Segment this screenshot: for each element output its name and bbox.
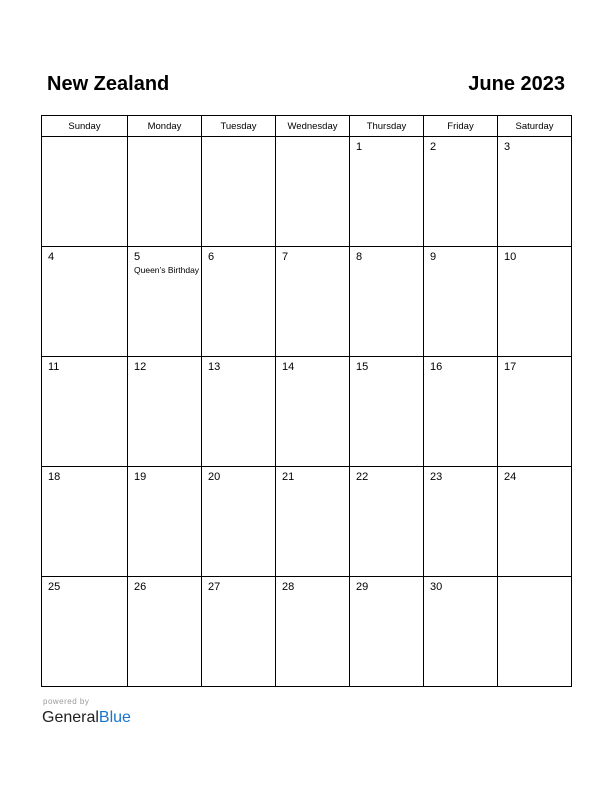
day-number: 8 <box>356 251 363 263</box>
day-number: 24 <box>504 471 517 483</box>
day-cell <box>128 137 202 247</box>
day-number <box>276 137 349 141</box>
day-cell <box>202 137 276 247</box>
day-cell <box>498 577 572 687</box>
day-cell <box>42 467 128 577</box>
day-cell <box>128 467 202 577</box>
day-cell <box>42 357 128 467</box>
day-number: 25 <box>48 581 61 593</box>
day-number: 23 <box>430 471 443 483</box>
day-cell <box>424 577 498 687</box>
day-cell <box>42 247 128 357</box>
day-cell <box>202 247 276 357</box>
month-year-title: June 2023 <box>468 73 565 95</box>
day-cell <box>276 467 350 577</box>
day-cell <box>350 577 424 687</box>
weekday-header: Thursday <box>350 116 424 137</box>
day-number <box>498 577 571 581</box>
country-title: New Zealand <box>47 73 170 95</box>
day-cell <box>276 577 350 687</box>
week-row <box>42 467 572 577</box>
day-cell <box>350 247 424 357</box>
weekday-header-row <box>42 116 572 137</box>
day-cell <box>424 357 498 467</box>
day-cell <box>350 467 424 577</box>
weekday-header: Wednesday <box>276 116 350 137</box>
day-number: 17 <box>504 361 517 373</box>
day-cell <box>276 137 350 247</box>
day-number: 1 <box>356 141 363 153</box>
week-row <box>42 577 572 687</box>
day-number: 18 <box>48 471 61 483</box>
weekday-header: Tuesday <box>202 116 276 137</box>
day-cell <box>128 577 202 687</box>
day-number: 21 <box>282 471 295 483</box>
brand-logo-part1: General <box>42 709 99 726</box>
day-cell <box>202 357 276 467</box>
day-cell <box>498 357 572 467</box>
day-cell <box>350 357 424 467</box>
day-number: 5 <box>134 251 141 263</box>
week-row <box>42 137 572 247</box>
holiday-label: Queen’s Birthday <box>134 265 200 275</box>
day-cell <box>202 577 276 687</box>
week-row <box>42 357 572 467</box>
day-cell <box>276 357 350 467</box>
day-cell <box>424 247 498 357</box>
day-number: 13 <box>208 361 221 373</box>
calendar-grid <box>41 115 572 687</box>
day-number: 9 <box>430 251 437 263</box>
day-cell <box>276 247 350 357</box>
day-number: 2 <box>430 141 437 153</box>
day-cell <box>128 247 202 357</box>
day-number <box>128 137 201 141</box>
weekday-header: Saturday <box>498 116 572 137</box>
day-cell <box>128 357 202 467</box>
day-number: 10 <box>504 251 517 263</box>
day-number: 14 <box>282 361 295 373</box>
day-cell <box>498 137 572 247</box>
day-number: 6 <box>208 251 215 263</box>
day-cell <box>424 137 498 247</box>
day-number: 28 <box>282 581 295 593</box>
day-number: 7 <box>282 251 289 263</box>
day-cell <box>42 137 128 247</box>
brand-logo[interactable] <box>42 708 131 728</box>
day-number: 15 <box>356 361 369 373</box>
week-row <box>42 247 572 357</box>
day-number: 16 <box>430 361 443 373</box>
day-cell <box>498 247 572 357</box>
day-number: 30 <box>430 581 443 593</box>
day-cell <box>42 577 128 687</box>
day-number: 12 <box>134 361 147 373</box>
day-cell <box>350 137 424 247</box>
day-number: 4 <box>48 251 55 263</box>
weekday-header: Monday <box>128 116 202 137</box>
day-number: 26 <box>134 581 147 593</box>
day-number: 29 <box>356 581 369 593</box>
powered-by-text: powered by <box>43 697 90 706</box>
day-number: 20 <box>208 471 221 483</box>
day-number: 19 <box>134 471 147 483</box>
day-number: 3 <box>504 141 511 153</box>
day-number: 11 <box>48 361 60 373</box>
day-cell <box>202 467 276 577</box>
brand-logo-part2: Blue <box>98 709 131 726</box>
day-number: 27 <box>208 581 221 593</box>
day-number <box>202 137 275 141</box>
day-cell <box>424 467 498 577</box>
day-number <box>42 137 127 141</box>
day-number: 22 <box>356 471 369 483</box>
weekday-header: Sunday <box>42 116 128 137</box>
day-cell <box>498 467 572 577</box>
weekday-header: Friday <box>424 116 498 137</box>
